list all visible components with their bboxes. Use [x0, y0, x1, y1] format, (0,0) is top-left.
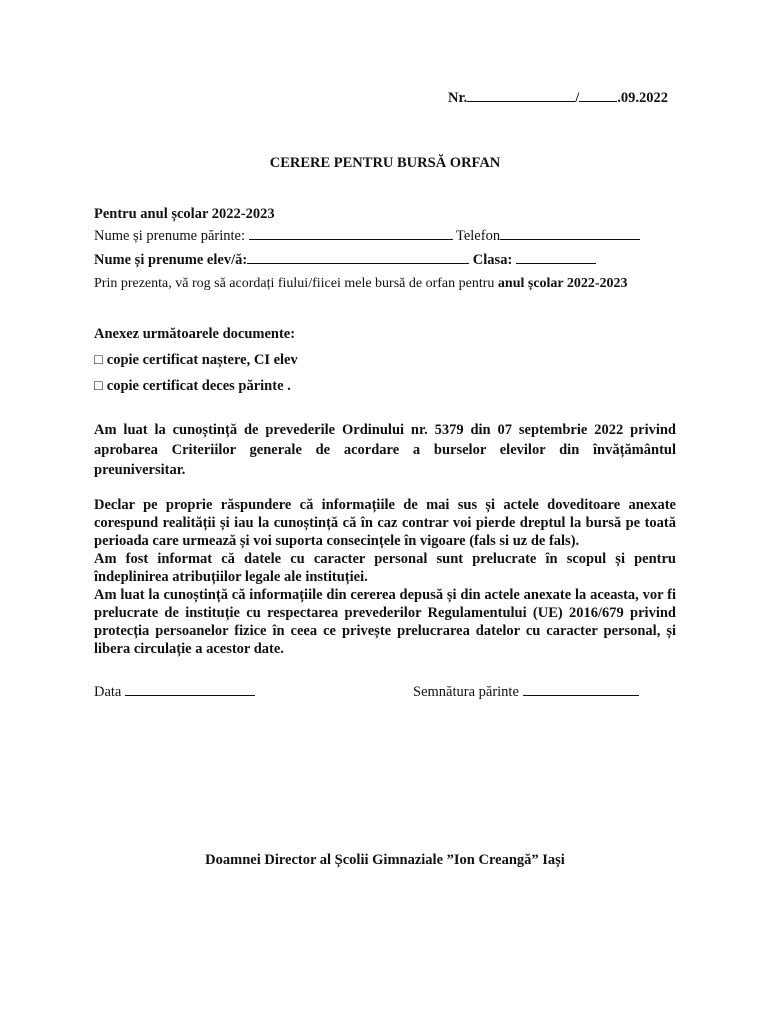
attachments-heading: Anexez următoarele documente: — [94, 326, 296, 342]
signature-line — [413, 683, 639, 701]
parent-name-field[interactable] — [249, 227, 453, 240]
attachment-label: copie certificat naștere, CI elev — [106, 352, 298, 368]
class-field[interactable] — [516, 251, 596, 264]
registration-number-field[interactable] — [467, 89, 575, 102]
checkbox-icon[interactable]: □ — [94, 378, 103, 394]
signature-label: Semnătura părinte — [413, 684, 519, 700]
signature-field[interactable] — [523, 683, 639, 696]
student-name-label: Nume și prenume elev/ă: — [94, 252, 248, 268]
attachment-item[interactable] — [94, 378, 291, 395]
phone-field[interactable] — [500, 227, 640, 240]
phone-label: Telefon — [456, 228, 501, 244]
request-line — [94, 276, 628, 292]
date-field[interactable] — [125, 683, 255, 696]
acknowledgement-paragraph: Am luat la cunoștință de prevederile Ordinului nr. 5379 din 07 septembrie 2022 privind aprobarea Criteriilor generale de acordare a burselor elevilor din învățământul preuniversitar. — [94, 422, 676, 478]
checkbox-icon[interactable]: □ — [94, 352, 103, 368]
date-line — [94, 683, 255, 701]
parent-name-label: Nume și prenume părinte: — [94, 228, 245, 244]
attachment-item[interactable] — [94, 352, 298, 369]
document-title: CERERE PENTRU BURSĂ ORFAN — [269, 155, 501, 171]
registration-day-field[interactable] — [579, 89, 617, 102]
request-text: Prin prezenta, vă rog să acordați fiului/fiicei mele bursă de orfan pentru — [94, 276, 495, 291]
registration-number-separator: / — [575, 90, 580, 106]
declaration-paragraph: Am luat la cunoștință că informațiile din cererea depusă și din actele anexate la aceasta, vor fi prelucrate de instituție cu respectarea prevederilor Regulamentului (UE) 2016/679 privind protecția persoanelor fizice în ceea ce privește prelucrarea datelor cu caracter personal, și libera circulație a acestor date. — [94, 587, 676, 657]
school-year-line: Pentru anul școlar 2022-2023 — [94, 206, 275, 222]
student-name-field[interactable] — [247, 251, 469, 264]
student-line — [94, 251, 596, 269]
parent-line — [94, 227, 640, 245]
attachment-label: copie certificat deces părinte . — [106, 378, 291, 394]
registration-number — [448, 89, 668, 107]
addressee: Doamnei Director al Școlii Gimnaziale ”Ion Creangă” Iași — [205, 852, 565, 868]
registration-date-suffix: .09.2022 — [617, 90, 668, 106]
date-label: Data — [94, 684, 122, 700]
declaration-block — [94, 496, 676, 658]
registration-number-prefix: Nr. — [448, 90, 468, 106]
declaration-paragraph: Declar pe proprie răspundere că informațiile de mai sus și actele doveditoare anexate corespund realității și iau la cunoștință că în caz contrar voi pierde dreptul la bursă pe toată perioada care urmează și voi suporta consecințele în vigoare (fals si uz de fals). — [94, 497, 676, 549]
request-school-year: anul școlar 2022-2023 — [497, 276, 628, 291]
class-label: Clasa: — [472, 252, 513, 268]
declaration-paragraph: Am fost informat că datele cu caracter personal sunt prelucrate în scopul și pentru îndeplinirea atribuțiilor legale ale instituției. — [94, 551, 676, 585]
